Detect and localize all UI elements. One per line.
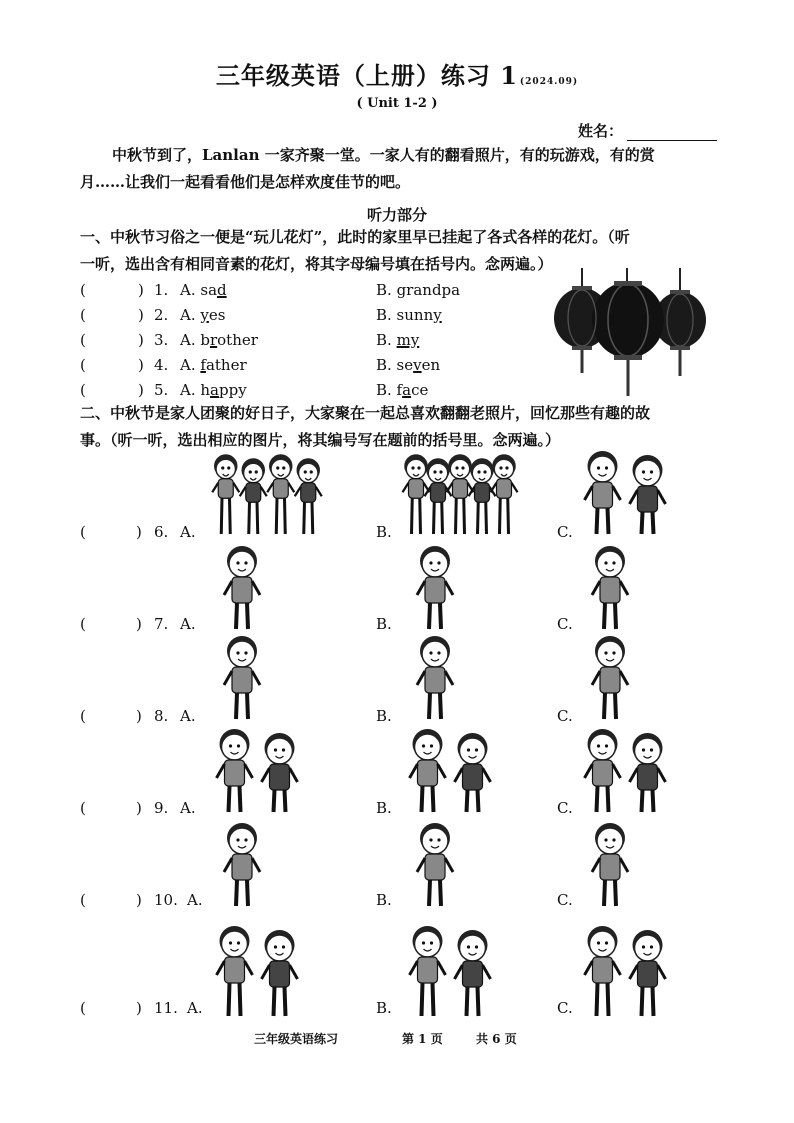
option-b-underlined: my xyxy=(396,330,420,349)
phonics-question-4 xyxy=(80,352,540,377)
question-number: 7. xyxy=(154,615,169,633)
answer-bracket-close: ) xyxy=(138,305,144,324)
option-b-label: B. xyxy=(376,799,392,817)
option-a-label: A. xyxy=(180,799,196,817)
option-b-picture-icon[interactable] xyxy=(405,545,465,637)
option-a: A. brother xyxy=(180,330,258,349)
answer-bracket-close: ) xyxy=(136,799,142,817)
intro-paragraph xyxy=(80,142,730,196)
answer-bracket-close: ) xyxy=(138,355,144,374)
listening-section-title: 听力部分 xyxy=(366,206,427,224)
part2-instructions xyxy=(80,400,730,454)
option-b-underlined: v xyxy=(413,355,422,374)
part1-line-2: 一听，选出含有相同音素的花灯，将其字母编号填在括号内。念两遍。） xyxy=(80,255,553,273)
part2-line-1: 二、中秋节是家人团聚的好日子，大家聚在一起总喜欢翻翻老照片，回忆那些有趣的故 xyxy=(80,404,651,422)
answer-bracket-open[interactable]: ( xyxy=(80,891,86,909)
answer-bracket-close: ) xyxy=(136,891,142,909)
phonics-question-5 xyxy=(80,377,540,402)
name-label: 姓名： xyxy=(578,122,624,140)
footer-title: 三年级英语练习 xyxy=(254,1032,339,1046)
answer-bracket-close: ) xyxy=(138,380,144,399)
lantern-icon xyxy=(552,268,712,407)
intro-line-2: 月……让我们一起看看他们是怎样欢度佳节的吧。 xyxy=(80,173,411,191)
option-a-picture-icon[interactable] xyxy=(212,545,272,637)
option-a-label: A. xyxy=(180,615,196,633)
option-a-underlined: r xyxy=(209,330,218,349)
answer-bracket-open[interactable]: ( xyxy=(80,380,86,399)
answer-bracket-close: ) xyxy=(138,280,144,299)
option-b-picture-icon[interactable] xyxy=(405,822,465,914)
option-b-underlined: y xyxy=(433,305,442,324)
question-number: 1. xyxy=(154,280,169,299)
option-c-picture-icon[interactable] xyxy=(580,450,670,542)
option-b-picture-icon[interactable] xyxy=(405,450,515,542)
footer-page: 第 1 页 xyxy=(402,1032,443,1046)
name-field xyxy=(578,120,717,141)
option-a-underlined: a xyxy=(210,380,219,399)
option-a-label: A. xyxy=(187,999,203,1017)
option-a: A. yes xyxy=(180,305,226,324)
answer-bracket-open[interactable]: ( xyxy=(80,280,86,299)
option-b: B. seven xyxy=(376,355,441,374)
option-a-label: A. xyxy=(180,523,196,541)
question-number: 11. xyxy=(154,999,178,1017)
answer-bracket-close: ) xyxy=(136,615,142,633)
option-c-label: C. xyxy=(557,999,573,1017)
option-b-label: B. xyxy=(376,707,392,725)
option-b-label: B. xyxy=(376,999,392,1017)
option-a-underlined: f xyxy=(200,355,206,374)
question-number: 6. xyxy=(154,523,169,541)
option-a-picture-icon[interactable] xyxy=(212,728,302,820)
part2-line-2: 事。（听一听，选出相应的图片，将其编号写在题前的括号里。念两遍。） xyxy=(80,431,561,449)
answer-bracket-close: ) xyxy=(136,523,142,541)
title-text: 三年级英语（上册）练习 1 xyxy=(215,61,518,90)
option-b-label: B. xyxy=(376,523,392,541)
option-c-picture-icon[interactable] xyxy=(580,822,640,914)
question-number: 4. xyxy=(154,355,169,374)
option-a-picture-icon[interactable] xyxy=(212,635,272,727)
option-c-label: C. xyxy=(557,615,573,633)
question-number: 10. xyxy=(154,891,178,909)
page-subtitle: ( Unit 1-2 ) xyxy=(356,96,438,111)
option-c-label: C. xyxy=(557,707,573,725)
option-a-label: A. xyxy=(180,707,196,725)
option-a-label: A. xyxy=(187,891,203,909)
answer-bracket-close: ) xyxy=(136,707,142,725)
option-b-picture-icon[interactable] xyxy=(405,635,465,727)
option-a-picture-icon[interactable] xyxy=(212,925,302,1024)
option-b-label: B. xyxy=(376,891,392,909)
question-number: 5. xyxy=(154,380,169,399)
question-number: 2. xyxy=(154,305,169,324)
option-c-picture-icon[interactable] xyxy=(580,635,640,727)
option-b: B. sunny xyxy=(376,305,442,324)
name-blank[interactable] xyxy=(627,123,717,141)
option-a-underlined: y xyxy=(200,305,209,324)
answer-bracket-open[interactable]: ( xyxy=(80,799,86,817)
option-a: A. sad xyxy=(180,280,227,299)
option-b-picture-icon[interactable] xyxy=(405,728,495,820)
option-c-picture-icon[interactable] xyxy=(580,925,670,1024)
option-a-underlined: d xyxy=(217,280,227,299)
option-c-picture-icon[interactable] xyxy=(580,545,640,637)
answer-bracket-open[interactable]: ( xyxy=(80,305,86,324)
option-a-picture-icon[interactable] xyxy=(212,822,272,914)
option-c-picture-icon[interactable] xyxy=(580,728,670,820)
answer-bracket-close: ) xyxy=(138,330,144,349)
option-a-picture-icon[interactable] xyxy=(212,450,322,542)
phonics-question-2 xyxy=(80,302,540,327)
question-number: 3. xyxy=(154,330,169,349)
option-b-picture-icon[interactable] xyxy=(405,925,495,1024)
option-c-label: C. xyxy=(557,523,573,541)
option-c-label: C. xyxy=(557,799,573,817)
option-b-label: B. xyxy=(376,615,392,633)
answer-bracket-open[interactable]: ( xyxy=(80,707,86,725)
title-date: (2024.09) xyxy=(519,77,579,87)
phonics-question-3 xyxy=(80,327,540,352)
part1-line-1: 一、中秋节习俗之一便是“玩儿花灯”，此时的家里早已挂起了各式各样的花灯。（听 xyxy=(80,228,630,246)
option-b-underlined: a xyxy=(402,380,412,399)
footer-total: 共 6 页 xyxy=(476,1032,517,1046)
answer-bracket-close: ) xyxy=(136,999,142,1017)
phonics-question-1 xyxy=(80,277,540,302)
option-c-label: C. xyxy=(557,891,573,909)
answer-bracket-open[interactable]: ( xyxy=(80,999,86,1017)
answer-bracket-open[interactable]: ( xyxy=(80,523,86,541)
answer-bracket-open[interactable]: ( xyxy=(80,355,86,374)
option-b: B. my xyxy=(376,330,420,349)
question-number: 8. xyxy=(154,707,169,725)
answer-bracket-open[interactable]: ( xyxy=(80,330,86,349)
option-b-underlined: g xyxy=(396,280,407,299)
intro-line-1: 中秋节到了，Lanlan 一家齐聚一堂。一家人有的翻看照片，有的玩游戏，有的赏 xyxy=(112,146,655,164)
option-a: A. father xyxy=(180,355,247,374)
page-title xyxy=(0,56,794,91)
option-a: A. happy xyxy=(180,380,247,399)
option-b: B. grandpa xyxy=(376,280,461,299)
option-b: B. face xyxy=(376,380,429,399)
answer-bracket-open[interactable]: ( xyxy=(80,615,86,633)
question-number: 9. xyxy=(154,799,169,817)
